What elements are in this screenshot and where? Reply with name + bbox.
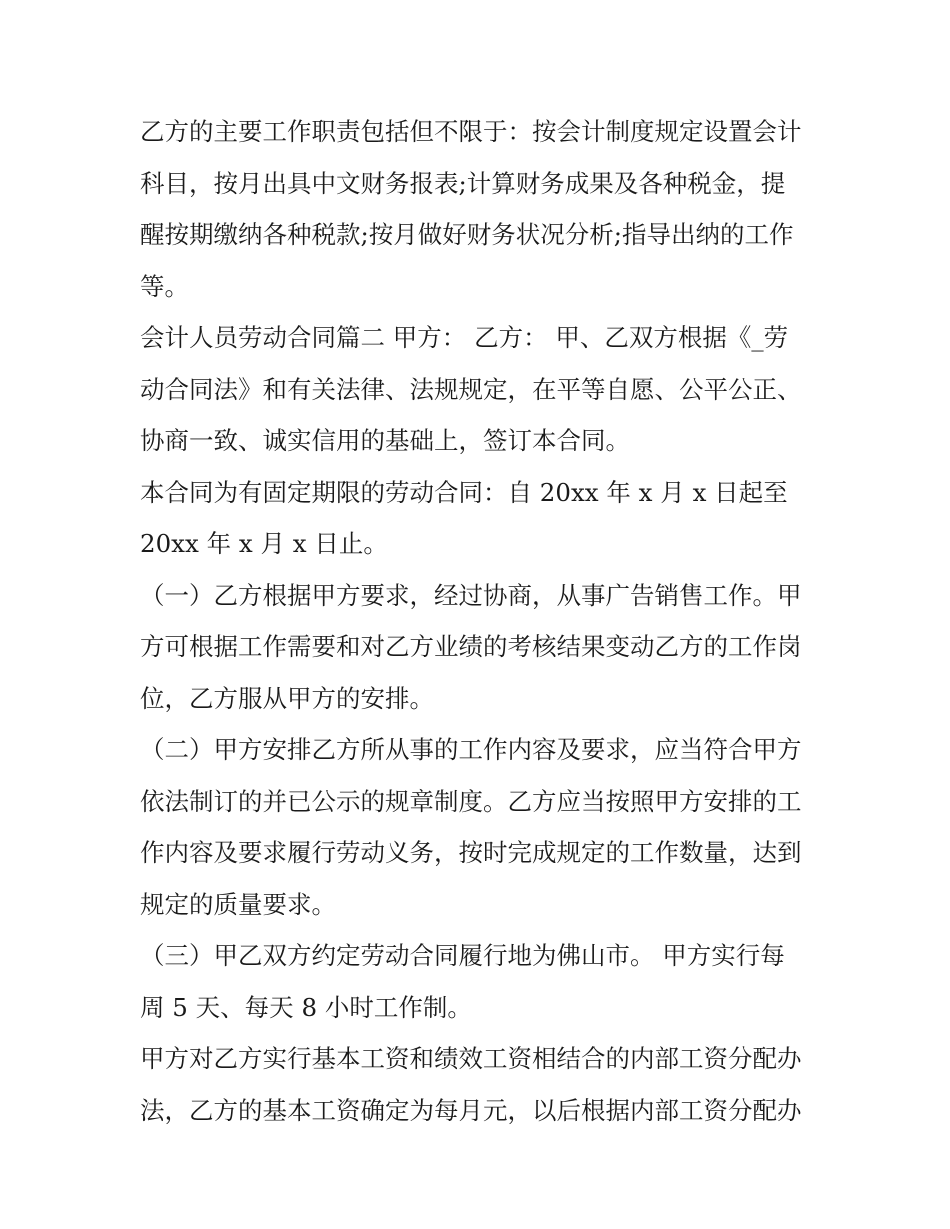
text-line: 方可根据工作需要和对乙方业绩的考核结果变动乙方的工作岗 (140, 632, 802, 661)
text-line: （二）甲方安排乙方所从事的工作内容及要求，应当符合甲方 (140, 735, 802, 764)
text-line: 协商一致、诚实信用的基础上，签订本合同。 (140, 426, 630, 455)
text-line: 规定的质量要求。 (140, 889, 336, 919)
text-line: 法，乙方的基本工资确定为每月元，以后根据内部工资分配办 (140, 1095, 802, 1125)
text-line: 作内容及要求履行劳动义务，按时完成规定的工作数量，达到 (140, 838, 802, 867)
text-line: 会计人员劳动合同篇二 甲方： 乙方： 甲、乙双方根据《_劳 (140, 323, 789, 352)
text-line: 周 5 天、每天 8 小时工作制。 (140, 992, 472, 1022)
text-line: 醒按期缴纳各种税款;按月做好财务状况分析;指导出纳的工作 (140, 220, 794, 249)
text-line: 科目，按月出具中文财务报表;计算财务成果及各种税金，提 (140, 168, 786, 198)
text-line: 动合同法》和有关法律、法规规定，在平等自愿、公平公正、 (140, 374, 802, 404)
text-line: 等。 (140, 271, 189, 301)
text-line: 乙方的主要工作职责包括但不限于：按会计制度规定设置会计 (140, 117, 802, 146)
text-line: （一）乙方根据甲方要求，经过协商，从事广告销售工作。甲 (140, 580, 802, 610)
text-line: 甲方对乙方实行基本工资和绩效工资相结合的内部工资分配办 (140, 1044, 802, 1073)
text-line: 位，乙方服从甲方的安排。 (140, 683, 434, 713)
text-line: 20xx 年 x 月 x 日止。 (140, 529, 388, 558)
text-line: 本合同为有固定期限的劳动合同：自 20xx 年 x 月 x 日起至 (140, 477, 788, 507)
text-line: （三）甲乙双方约定劳动合同履行地为佛山市。 甲方实行每 (140, 941, 785, 970)
text-line: 依法制订的并已公示的规章制度。乙方应当按照甲方安排的工 (140, 786, 802, 816)
document-body (140, 106, 816, 1136)
